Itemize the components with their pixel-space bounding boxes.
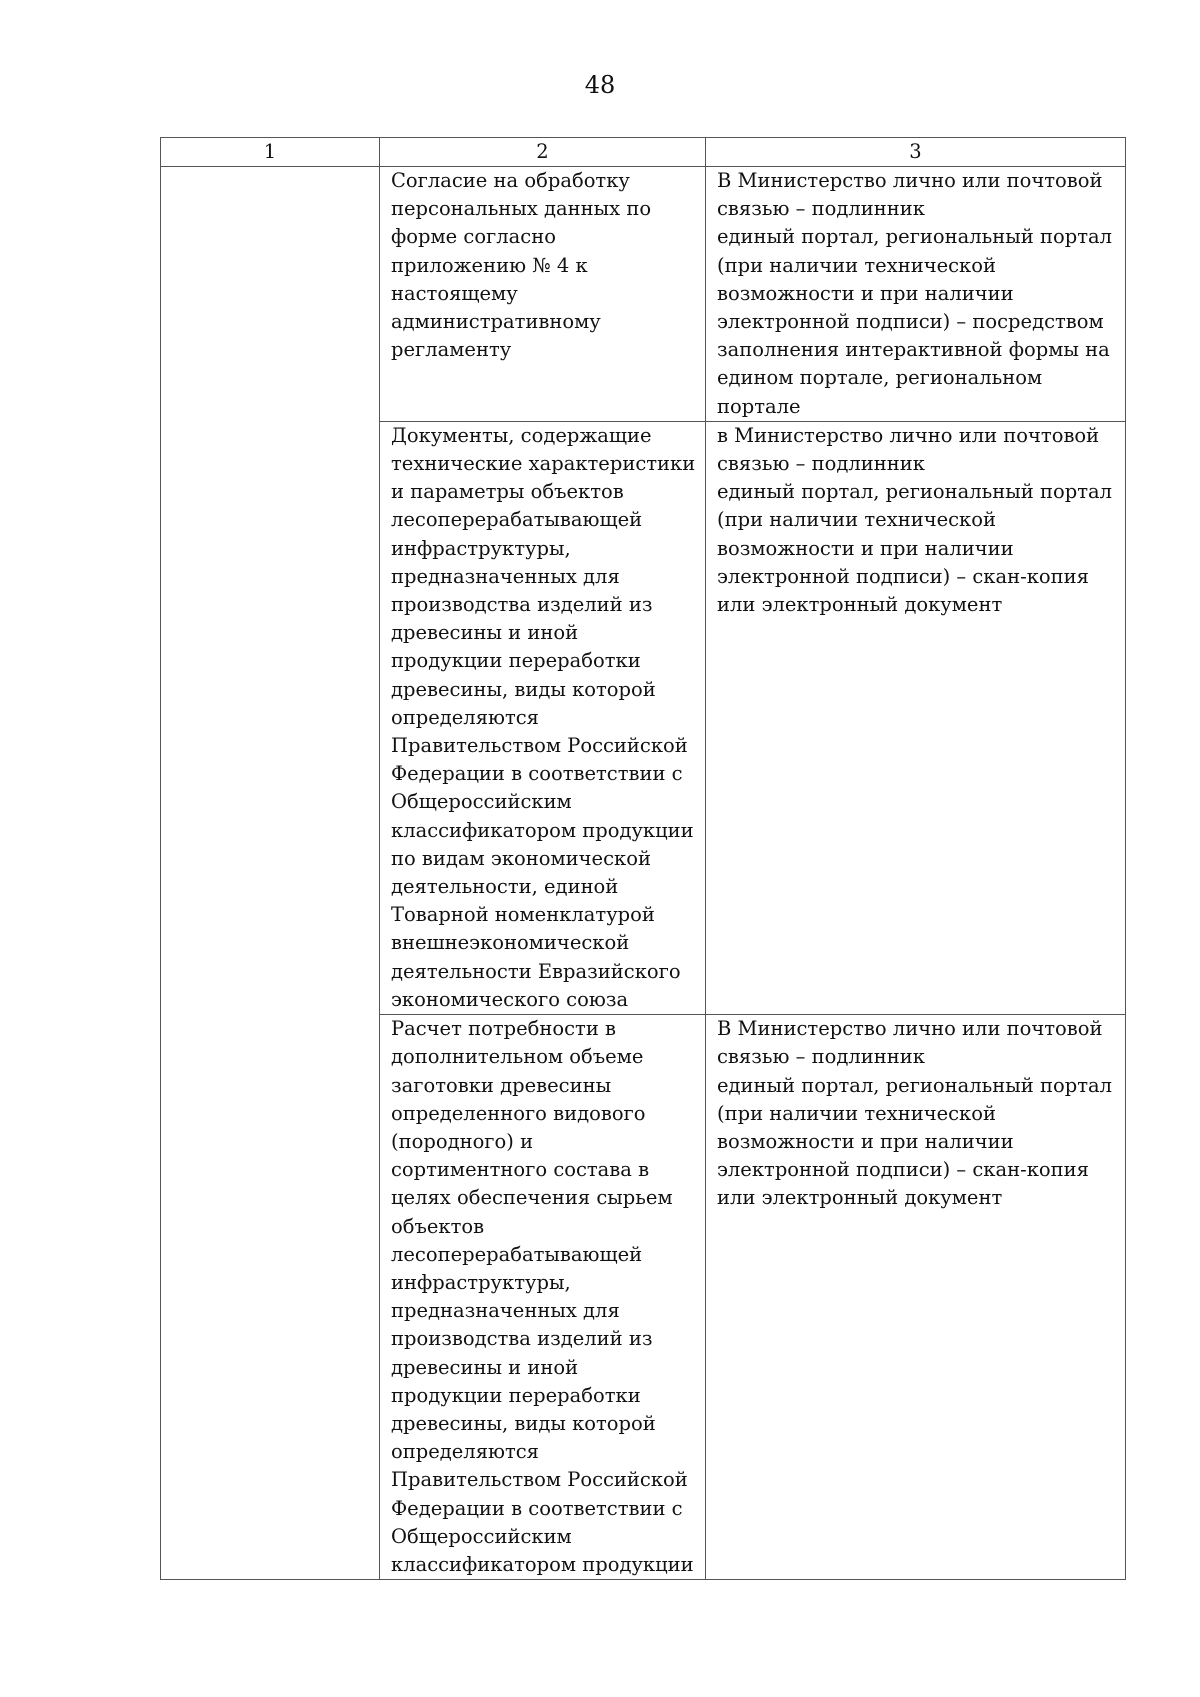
table-row [161,167,1126,422]
header-row [161,138,1126,167]
page-number: 48 [584,71,616,99]
documents-table [160,137,1126,1580]
document-name-cell: Согласие на обработку персональных данных по форме согласно приложению № 4 к настоящему административному регламенту [380,167,706,422]
document-name-cell: Расчет потребности в дополнительном объеме заготовки древесины определенного видового (породного) и сортиментного состава в целях обеспечения сырьем объектов лесоперерабатывающей инфраструктуры, предназначенных для производства изделий из древесины и иной продукции переработки древесины, виды которой определяются Правительством Российской Федерации в соответствии с Общероссийским классификатором продукции [380,1015,706,1580]
submission-method-cell: В Министерство лично или почтовой связью – подлинник единый портал, региональный портал (при наличии технической возможности и при наличии электронной подписи) – посредством заполнения интерактивной формы на едином портале, региональном портале [706,167,1126,422]
empty-cell-col1 [161,167,380,1580]
column-header-1: 1 [161,138,380,167]
document-name-cell: Документы, содержащие технические характеристики и параметры объектов лесоперерабатывающей инфраструктуры, предназначенных для производства изделий из древесины и иной продукции переработки древесины, виды которой определяются Правительством Российской Федерации в соответствии с Общероссийским классификатором продукции по видам экономической деятельности, единой Товарной номенклатурой внешнеэкономической деятельности Евразийского экономического союза [380,421,706,1014]
column-header-3: 3 [706,138,1126,167]
submission-method-cell: В Министерство лично или почтовой связью – подлинник единый портал, региональный портал (при наличии технической возможности и при наличии электронной подписи) – скан-копия или электронный документ [706,1015,1126,1580]
column-header-2: 2 [380,138,706,167]
submission-method-cell: в Министерство лично или почтовой связью – подлинник единый портал, региональный портал (при наличии технической возможности и при наличии электронной подписи) – скан-копия или электронный документ [706,421,1126,1014]
